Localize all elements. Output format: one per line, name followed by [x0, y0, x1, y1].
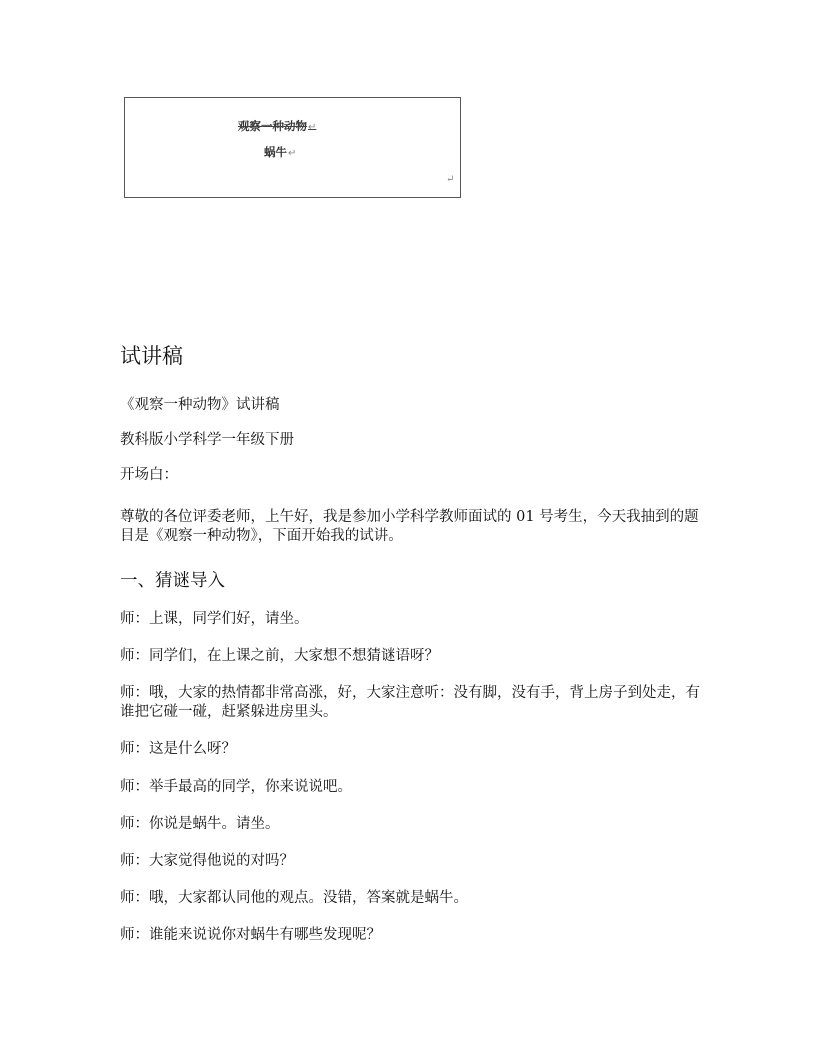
document-title: 试讲稿: [120, 344, 183, 368]
lesson-title: 《观察一种动物》试讲稿: [120, 397, 280, 413]
opening-text: 尊敬的各位评委老师，上午好，我是参加小学科学教师面试的 01 号考生，今天我抽到的题目是《观察一种动物》，下面开始我的试讲。: [120, 509, 699, 544]
cover-box: [124, 97, 461, 198]
dialogue-line: 师：你说是蜗牛。请坐。: [120, 816, 280, 832]
return-mark-icon: ↵: [308, 122, 317, 133]
opening-label: 开场白：: [120, 467, 178, 483]
dialogue-line: 师：举手最高的同学，你来说说吧。: [120, 779, 352, 795]
dialogue-line: 师：谁能来说说你对蜗牛有哪些发现呢？: [120, 927, 381, 943]
dialogue-line: 师：上课，同学们好，请坐。: [120, 611, 309, 627]
return-mark-icon: ↵: [288, 148, 297, 159]
dialogue-line: 师：大家觉得他说的对吗？: [120, 853, 294, 869]
dialogue-line: 师：哦，大家的热情都非常高涨，好，大家注意听：没有脚，没有手，背上房子到处走，有谁把它碰一碰，赶紧躲进房里头。: [120, 685, 700, 720]
textbook-info: 教科版小学科学一年级下册: [120, 432, 294, 448]
return-mark-icon: ↵: [446, 174, 455, 185]
cover-subtitle: 蜗牛↵: [264, 145, 297, 159]
dialogue-line: 师：同学们，在上课之前，大家想不想猜谜语呀？: [120, 648, 439, 664]
cover-title: 观察一种动物↵: [238, 119, 317, 133]
section-heading: 一、猜谜导入: [120, 571, 225, 591]
dialogue-line: 师：哦，大家都认同他的观点。没错，答案就是蜗牛。: [120, 890, 468, 906]
dialogue-line: 师：这是什么呀？: [120, 741, 236, 757]
